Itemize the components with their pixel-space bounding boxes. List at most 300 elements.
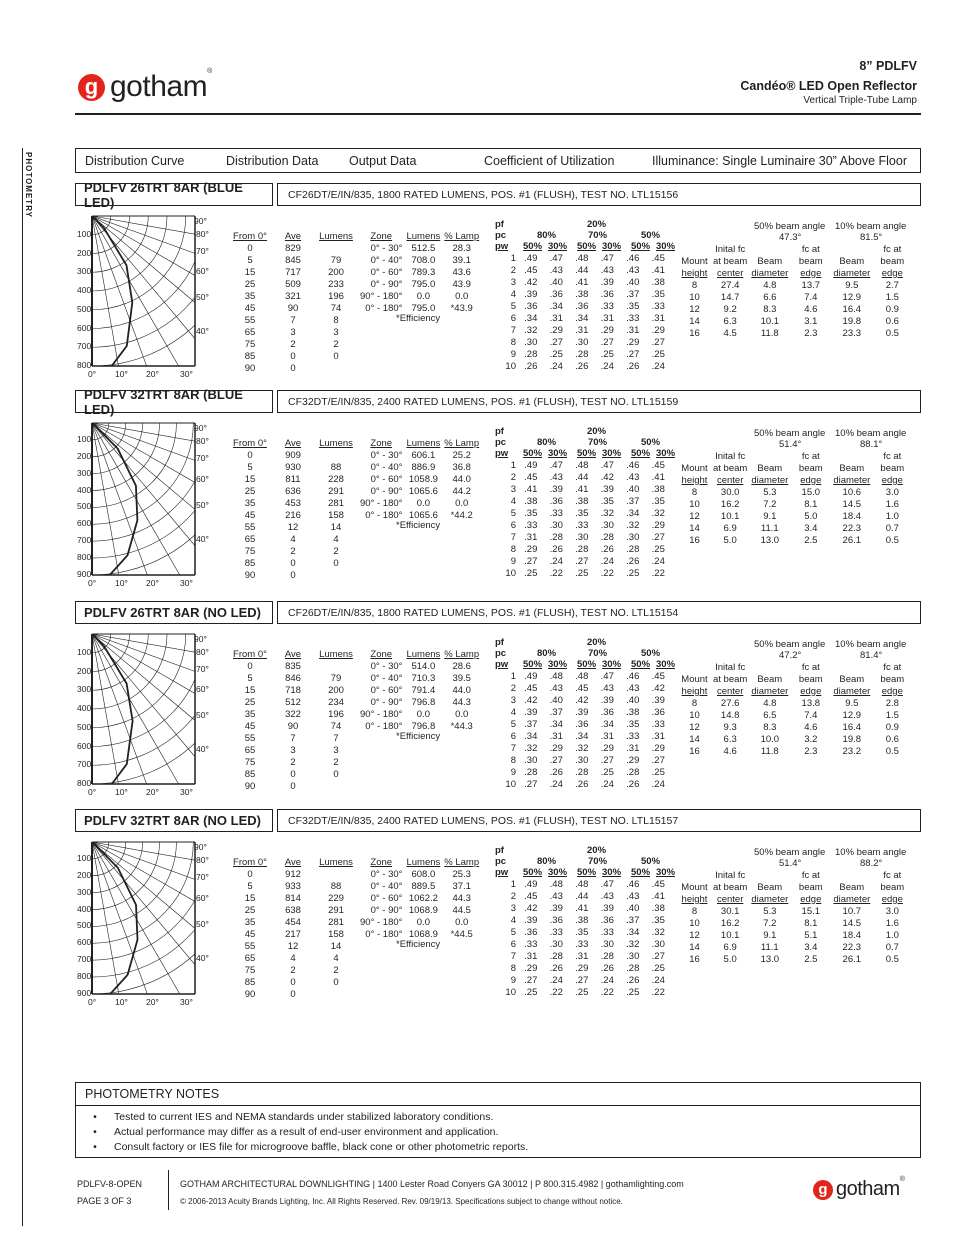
table-cell: .39 (600, 694, 614, 706)
bullet-icon: • (93, 1110, 97, 1123)
table-cell: .36 (600, 706, 614, 718)
table-cell: 44.3 (452, 696, 471, 708)
table-cell: .24 (549, 778, 563, 790)
table-header: fc at (801, 243, 820, 255)
table-cell: 14.5 (842, 498, 862, 510)
table-header (678, 661, 711, 673)
table-cell: 10 (689, 291, 700, 303)
table-header: beam (798, 881, 823, 893)
table-cell: .33 (626, 312, 640, 324)
table-cell: 16 (689, 953, 700, 965)
table-cell: 2.5 (804, 953, 818, 965)
section-test-info: CF32DT/E/IN/835, 2400 RATED LUMENS, POS. #1 (FLUSH), TEST NO. LTL15157 (277, 809, 921, 832)
table-cell: .47 (600, 459, 614, 471)
beam-50-label: 50% beam angle (754, 639, 826, 650)
table-cell: 10.6 (842, 486, 862, 498)
table-cell: 0.7 (885, 941, 899, 953)
tab-distribution-curve[interactable]: Distribution Curve (85, 154, 185, 168)
table-row (358, 868, 481, 880)
table-cell: 322 (285, 708, 301, 720)
table-cell: .30 (651, 938, 665, 950)
table-row (358, 660, 481, 672)
header-rule (75, 113, 921, 115)
table-cell: .38 (575, 914, 589, 926)
table-cell: .48 (575, 670, 589, 682)
table-cell: .39 (600, 902, 614, 914)
table-cell: .43 (626, 471, 640, 483)
table-cell: .29 (626, 336, 640, 348)
table-header: % Lamp (444, 437, 480, 449)
table-cell: 27.6 (720, 697, 740, 709)
side-label: PHOTOMETRY (24, 152, 33, 219)
table-cell: 0 (247, 242, 253, 254)
table-row (229, 696, 357, 708)
axis-label: 500 (77, 501, 92, 512)
table-cell: 0 (333, 976, 339, 988)
table-cell: 710.3 (411, 672, 436, 684)
table-cell: 5.1 (804, 929, 818, 941)
notes-header (75, 1082, 921, 1106)
table-cell: 65 (244, 533, 256, 545)
table-cell: 22.3 (842, 522, 862, 534)
table-cell: .22 (600, 986, 614, 998)
tab-output-data[interactable]: Output Data (349, 154, 417, 168)
table-cell: 65 (244, 744, 256, 756)
table-cell: .26 (626, 555, 640, 567)
table-cell: 90° - 180° (360, 708, 403, 720)
table-cell: .31 (626, 742, 640, 754)
tab-coefficient-of-utilization[interactable]: Coefficient of Utilization (484, 154, 615, 168)
cu-header: 50% (523, 448, 543, 459)
table-cell: 6 (510, 312, 516, 324)
table-cell: 12.9 (842, 291, 862, 303)
gotham-mark-icon: g (78, 74, 105, 101)
brand-reg: ® (207, 68, 212, 75)
table-cell: .32 (626, 519, 640, 531)
table-cell: 0° - 180° (365, 720, 403, 732)
table-cell: 18.4 (842, 510, 862, 522)
table-cell: 886.9 (411, 461, 436, 473)
table-cell: 7.2 (763, 917, 777, 929)
table-cell: 14 (689, 941, 700, 953)
table-row (229, 976, 357, 988)
cu-header: 30% (656, 448, 676, 459)
table-cell: 44.0 (452, 473, 471, 485)
table-row (229, 314, 357, 326)
table-cell: 90 (244, 569, 256, 581)
table-cell: .35 (651, 288, 665, 300)
table-cell: 453 (285, 497, 301, 509)
section-title: PDLFV 26TRT 8AR (NO LED) (75, 601, 273, 624)
table-cell: 6.6 (763, 291, 777, 303)
table-cell (315, 660, 357, 672)
table-row (229, 497, 357, 509)
table-cell: 228 (328, 473, 344, 485)
footer-divider (168, 1170, 169, 1210)
table-cell: 74 (330, 302, 342, 314)
illuminance-table (678, 243, 912, 339)
table-row (229, 242, 357, 254)
output-data-table (358, 230, 481, 314)
table-cell: 1.0 (885, 929, 899, 941)
cu-header: 50% (641, 648, 661, 659)
table-cell: .32 (524, 324, 538, 336)
table-header-row (678, 255, 912, 267)
table-cell: .45 (524, 264, 538, 276)
table-row (229, 660, 357, 672)
table-cell: 9.5 (845, 697, 859, 709)
table-cell: .49 (524, 252, 538, 264)
table-cell: .44 (575, 264, 589, 276)
table-cell: .27 (651, 754, 665, 766)
tab-distribution-data[interactable]: Distribution Data (226, 154, 319, 168)
table-cell (315, 362, 357, 374)
table-header: Mount (681, 673, 708, 685)
table-cell: 85 (244, 976, 256, 988)
table-cell: 846 (285, 672, 301, 684)
section-title: PDLFV 32TRT 8AR (BLUE LED) (75, 390, 273, 413)
table-cell: 0 (290, 569, 296, 581)
table-cell: .43 (549, 682, 563, 694)
table-cell: 14 (689, 733, 700, 745)
table-cell (315, 780, 357, 792)
table-cell: .26 (626, 360, 640, 372)
table-cell: .46 (626, 252, 640, 264)
table-row (678, 697, 912, 709)
table-cell: 4.8 (763, 279, 777, 291)
table-cell: 90 (287, 720, 299, 732)
table-cell: 0° - 180° (365, 928, 403, 940)
table-header: Beam (757, 673, 783, 685)
angle-label: 60° (196, 892, 209, 903)
table-cell: 2.3 (804, 745, 818, 757)
beam-10-label: 10% beam angle (835, 639, 907, 650)
table-cell: .37 (626, 914, 640, 926)
table-header (678, 450, 711, 462)
table-cell: 13.8 (801, 697, 821, 709)
table-cell: .36 (549, 495, 563, 507)
table-cell: 8 (691, 279, 698, 291)
table-header: center (716, 893, 744, 905)
table-header (749, 661, 790, 673)
table-row (229, 940, 357, 952)
cu-header: 50% (523, 659, 543, 670)
table-cell: .28 (575, 543, 589, 555)
table-cell: .34 (575, 312, 589, 324)
table-header: Inital fc (715, 661, 746, 673)
table-cell: 2.5 (804, 534, 818, 546)
table-header: beam (880, 462, 905, 474)
table-cell: 2 (510, 682, 516, 694)
table-row (229, 350, 357, 362)
table-cell: 14 (330, 940, 342, 952)
table-cell: 1 (510, 252, 516, 264)
table-cell: 7 (510, 742, 516, 754)
table-cell: 14.7 (720, 291, 740, 303)
table-cell: .38 (651, 902, 665, 914)
table-row (492, 938, 671, 950)
table-header: Zone (370, 856, 393, 868)
table-cell: 0° - 180° (365, 302, 403, 314)
angle-label: 10° (115, 578, 128, 588)
table-cell: 25 (244, 696, 256, 708)
table-row (678, 721, 912, 733)
cu-header: pf (495, 426, 504, 437)
table-cell: .24 (651, 555, 665, 567)
cu-header: 30% (602, 448, 622, 459)
table-row (229, 254, 357, 266)
table-cell: 321 (285, 290, 301, 302)
beam-10-label: 10% beam angle (835, 428, 907, 439)
table-cell: .28 (549, 531, 563, 543)
table-cell: .45 (524, 471, 538, 483)
table-cell: .24 (651, 974, 665, 986)
table-row (229, 892, 357, 904)
table-cell: .40 (626, 276, 640, 288)
table-cell: 6 (510, 519, 516, 531)
table-cell: .24 (549, 360, 563, 372)
table-cell: 0° - 40° (370, 461, 403, 473)
table-cell: 0 (290, 350, 296, 362)
table-cell: .48 (575, 252, 589, 264)
angle-label: 90° (194, 423, 207, 433)
table-cell: 6.9 (723, 941, 737, 953)
axis-label: 700 (77, 954, 92, 965)
table-cell: .36 (524, 300, 538, 312)
table-cell: .25 (626, 567, 640, 579)
table-cell: 10 (505, 567, 516, 579)
table-cell: 65 (244, 326, 256, 338)
table-cell: *44.5 (450, 928, 473, 940)
table-cell: 0 (333, 768, 339, 780)
table-cell: .34 (626, 926, 640, 938)
cu-header: 30% (602, 867, 622, 878)
table-cell: .31 (600, 312, 614, 324)
cu-header: 70% (588, 230, 608, 241)
table-cell: 5.0 (804, 510, 818, 522)
table-header-row (358, 230, 481, 242)
table-cell: .26 (575, 778, 589, 790)
footer-center (180, 1176, 684, 1210)
table-cell: 233 (328, 278, 344, 290)
table-header-row (678, 267, 912, 279)
cu-header: 80% (537, 437, 557, 448)
table-cell: 13.0 (760, 534, 780, 546)
table-cell: 281 (328, 497, 344, 509)
table-cell: .38 (524, 495, 538, 507)
table-header (678, 869, 711, 881)
table-cell: .34 (575, 730, 589, 742)
beam-10-value: 81.5° (860, 232, 883, 243)
beam-50-label: 50% beam angle (754, 847, 826, 858)
table-cell: .39 (549, 902, 563, 914)
table-header: Ave (284, 437, 302, 449)
table-header: % Lamp (444, 230, 480, 242)
table-cell: 0.5 (885, 327, 899, 339)
table-cell: 2 (290, 545, 296, 557)
side-rule (22, 148, 23, 1226)
axis-label: 400 (77, 703, 92, 713)
cu-table (492, 878, 671, 998)
cu-header: 80% (537, 856, 557, 867)
section-test-info: CF26DT/E/IN/835, 1800 RATED LUMENS, POS. #1 (FLUSH), TEST NO. LTL15154 (277, 601, 921, 624)
table-cell: 7 (510, 324, 516, 336)
table-cell: 25.2 (452, 449, 471, 461)
table-row (229, 768, 357, 780)
table-cell: 90° - 180° (360, 497, 403, 509)
table-cell: .48 (575, 878, 589, 890)
table-header: Ave (284, 648, 302, 660)
axis-label: 200 (77, 450, 92, 461)
table-cell: 9 (510, 974, 516, 986)
table-cell: .39 (575, 706, 589, 718)
table-cell: .26 (549, 543, 563, 555)
table-cell: 9.1 (763, 929, 777, 941)
table-cell: 12.9 (842, 709, 862, 721)
angle-label: 20° (146, 578, 159, 588)
table-cell: .25 (651, 348, 665, 360)
table-cell: .28 (626, 543, 640, 555)
table-cell: .27 (651, 336, 665, 348)
angle-label: 20° (146, 787, 159, 797)
table-cell: .29 (651, 324, 665, 336)
cu-header: 30% (656, 867, 676, 878)
table-row (492, 962, 671, 974)
table-cell: 16.4 (842, 721, 862, 733)
cu-header: 50% (631, 867, 651, 878)
table-row (358, 278, 481, 290)
table-cell: .32 (575, 742, 589, 754)
table-cell: 36.8 (452, 461, 471, 473)
table-header-row (229, 230, 357, 242)
table-cell: 811 (285, 473, 301, 485)
table-cell: .32 (600, 507, 614, 519)
table-header: Zone (370, 648, 393, 660)
table-row (358, 461, 481, 473)
table-cell: 2 (333, 756, 339, 768)
table-row (358, 266, 481, 278)
table-row (229, 928, 357, 940)
table-cell: 28.6 (452, 660, 471, 672)
table-cell (315, 868, 357, 880)
table-cell: 0° - 60° (370, 684, 403, 696)
axis-label: 800 (77, 552, 92, 563)
table-header: diameter (751, 267, 789, 279)
illuminance-table (678, 661, 912, 757)
table-cell: 4 (333, 952, 339, 964)
angle-label: 60° (196, 266, 209, 276)
table-cell: .49 (524, 878, 538, 890)
table-cell: 13.0 (760, 953, 780, 965)
table-cell: 0° - 60° (370, 892, 403, 904)
table-cell: .26 (600, 962, 614, 974)
table-header: edge (881, 267, 903, 279)
table-header: Beam (839, 255, 865, 267)
table-cell: .27 (600, 754, 614, 766)
angle-label: 20° (146, 997, 159, 1007)
axis-label: 600 (77, 937, 92, 948)
table-cell: 217 (285, 928, 301, 940)
table-row (492, 324, 671, 336)
table-cell: 8 (510, 962, 516, 974)
table-cell: 835 (285, 660, 301, 672)
table-cell: 5 (247, 672, 253, 684)
table-cell: .38 (575, 495, 589, 507)
table-cell: 2 (290, 964, 296, 976)
table-row (229, 545, 357, 557)
table-header: edge (881, 893, 903, 905)
table-header: From 0° (233, 437, 267, 449)
table-row (229, 362, 357, 374)
angle-label: 70° (196, 872, 209, 883)
table-header: fc at (883, 450, 902, 462)
table-header: Lumens (406, 230, 441, 242)
table-row (229, 684, 357, 696)
table-row (358, 290, 481, 302)
output-data-table (358, 856, 481, 940)
table-cell: .47 (549, 459, 563, 471)
table-cell: .42 (524, 694, 538, 706)
table-header: height (681, 267, 708, 279)
table-row (492, 483, 671, 495)
table-header: beam (880, 881, 905, 893)
table-cell: .47 (549, 252, 563, 264)
table-cell: 8.3 (763, 303, 777, 315)
table-cell: 1.0 (885, 510, 899, 522)
table-header: Beam (839, 881, 865, 893)
table-cell: .38 (651, 276, 665, 288)
table-cell: .34 (524, 730, 538, 742)
distribution-curve-chart (72, 210, 212, 380)
table-header: fc at (801, 869, 820, 881)
table-header-row (678, 893, 912, 905)
table-cell: .43 (549, 890, 563, 902)
table-cell: .33 (549, 926, 563, 938)
output-data-table (358, 648, 481, 732)
table-cell: 0.6 (885, 315, 899, 327)
table-header-row (678, 474, 912, 486)
table-cell: .25 (600, 766, 614, 778)
angle-label: 0° (88, 997, 97, 1007)
cu-header: pw (495, 241, 509, 252)
table-cell: .30 (600, 519, 614, 531)
table-row (678, 745, 912, 757)
table-header: edge (800, 267, 822, 279)
table-row (492, 902, 671, 914)
table-row (358, 473, 481, 485)
table-row (492, 754, 671, 766)
table-cell: 14.5 (842, 917, 862, 929)
table-row (492, 778, 671, 790)
table-cell: 75 (244, 756, 256, 768)
angle-label: 10° (115, 369, 128, 379)
table-cell: .41 (651, 890, 665, 902)
table-cell: .41 (575, 483, 589, 495)
cu-header: 50% (631, 241, 651, 252)
table-cell: 37.1 (452, 880, 471, 892)
tab-illuminance[interactable]: Illuminance: Single Luminaire 30” Above Floor (652, 154, 907, 168)
table-header: at beam (713, 255, 748, 267)
table-row (229, 509, 357, 521)
table-cell: .24 (651, 360, 665, 372)
table-cell: .31 (524, 531, 538, 543)
efficiency-note: *Efficiency (396, 313, 441, 324)
table-cell: .36 (549, 914, 563, 926)
table-cell: .27 (600, 336, 614, 348)
table-header-row (678, 462, 912, 474)
table-header (749, 450, 790, 462)
table-cell: 514.0 (411, 660, 436, 672)
